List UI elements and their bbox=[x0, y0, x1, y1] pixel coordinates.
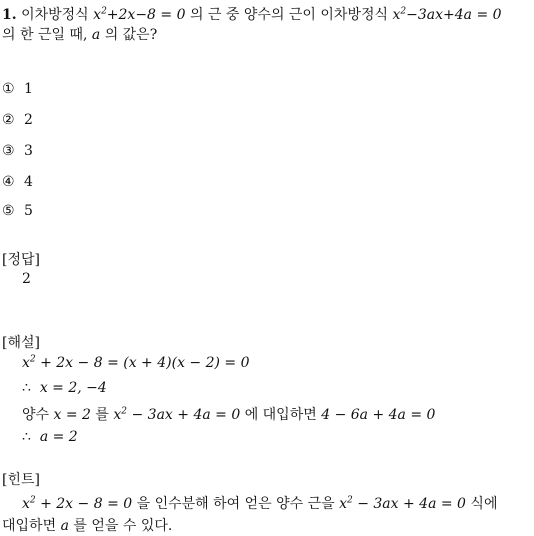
problem-number: 1. bbox=[2, 7, 17, 23]
choice-5[interactable] bbox=[2, 203, 33, 219]
explanation-line-1: $x^2 + 2x - 8 = (x + 4)(x - 2) = 0$ bbox=[22, 354, 250, 371]
problem-text: 의 한 근일 때, bbox=[2, 27, 88, 43]
explanation-line-4 bbox=[22, 429, 78, 445]
hint-label: [힌트] bbox=[2, 472, 40, 488]
equation: $x^2+2x-8 = 0$ bbox=[93, 6, 186, 23]
answer-value: 2 bbox=[22, 271, 31, 287]
hint-line-2: 대입하면 a 를 얻을 수 있다. bbox=[2, 518, 173, 534]
choice-value: 5 bbox=[24, 203, 33, 219]
choice-number: ① bbox=[2, 81, 15, 97]
choice-1[interactable] bbox=[2, 81, 33, 97]
equation: $x^2 - 3ax + 4a = 0$ bbox=[113, 406, 241, 423]
equation: a = 2 bbox=[39, 429, 78, 445]
problem-text: 의 근 중 양수의 근이 이차방정식 bbox=[189, 7, 389, 23]
equation: 4 − 6a + 4a = 0 bbox=[321, 407, 436, 423]
problem-text: 이차방정식 bbox=[21, 7, 89, 23]
problem-line-2 bbox=[2, 24, 157, 44]
equation: x = 2, −4 bbox=[39, 380, 107, 396]
answer-label: [정답] bbox=[2, 252, 40, 268]
explanation-line-3: 양수 x = 2 를 $x^2 - 3ax + 4a = 0$ 에 대입하면 4 − 6a + 4a = 0 bbox=[22, 406, 436, 423]
choice-number: ③ bbox=[2, 143, 15, 159]
problem-text: 의 값은? bbox=[104, 27, 158, 43]
therefore-symbol: ∴ bbox=[22, 429, 31, 445]
equation: x = 2 bbox=[53, 407, 91, 423]
choice-3[interactable] bbox=[2, 143, 33, 159]
choice-value: 1 bbox=[24, 81, 33, 97]
equation: $x^2 - 3ax + 4a = 0$ bbox=[339, 495, 466, 512]
explanation-label: [해설] bbox=[2, 335, 40, 351]
therefore-symbol: ∴ bbox=[22, 380, 31, 396]
hint-line-1: $x^2 + 2x - 8 = 0$ 을 인수분해 하여 얻은 양수 근을 $x^2 - 3ax + 4a = 0$ 식에 bbox=[22, 495, 498, 512]
choice-2[interactable] bbox=[2, 112, 33, 128]
problem-line-1 bbox=[2, 4, 502, 24]
choice-4[interactable] bbox=[2, 174, 33, 190]
choice-number: ⑤ bbox=[2, 203, 15, 219]
equation: $x^2 + 2x - 8 = 0$ bbox=[22, 495, 133, 512]
choice-number: ④ bbox=[2, 174, 15, 190]
choice-value: 3 bbox=[24, 143, 33, 159]
variable: a bbox=[91, 27, 101, 43]
variable: a bbox=[60, 518, 69, 534]
choice-value: 2 bbox=[24, 112, 33, 128]
choice-number: ② bbox=[2, 112, 15, 128]
choice-value: 4 bbox=[24, 174, 33, 190]
equation: $x^2-3ax+4a = 0$ bbox=[392, 6, 502, 23]
explanation-line-2 bbox=[22, 380, 107, 396]
